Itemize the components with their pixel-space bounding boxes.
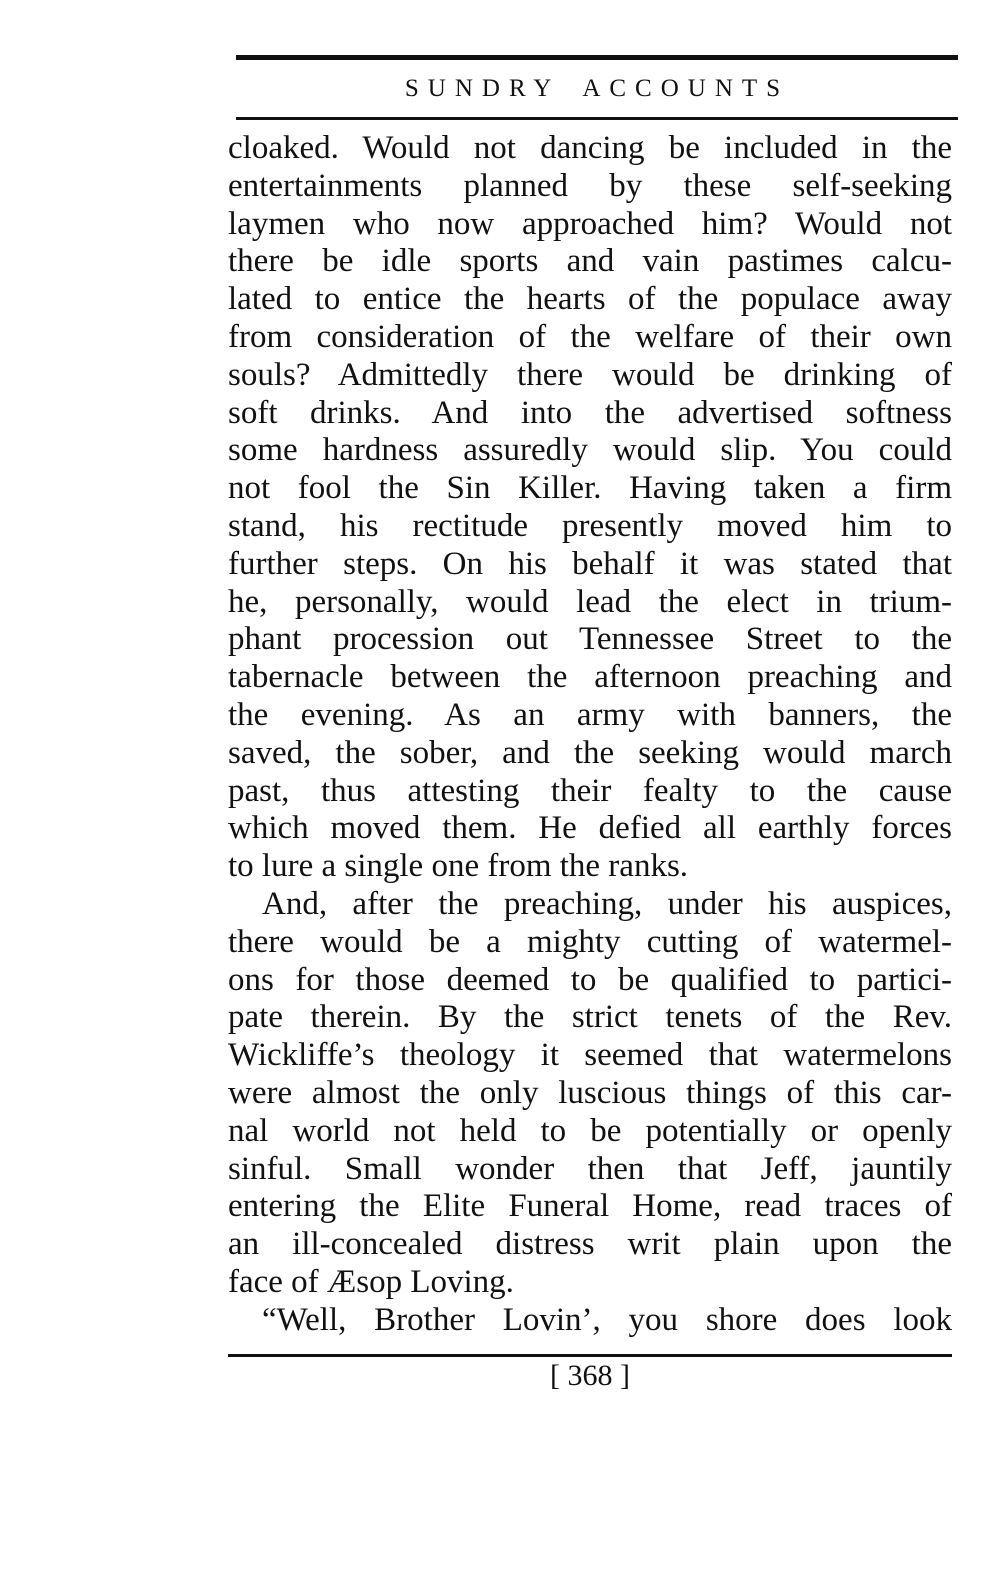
text-line: lated to entice the hearts of the populace away (228, 281, 952, 318)
text-line: there would be a mighty cutting of watermel- (228, 923, 952, 960)
text-line: face of Æsop Loving. (228, 1263, 514, 1300)
text-line: not fool the Sin Killer. Having taken a firm (228, 470, 952, 507)
text-line: saved, the sober, and the seeking would march (228, 734, 952, 771)
text-line: laymen who now approached him? Would not (228, 205, 952, 242)
running-head-word: ACCOUNTS (582, 75, 790, 102)
running-head (236, 74, 958, 104)
text-line: he, personally, would lead the elect in trium- (228, 583, 952, 620)
text-line: to lure a single one from the ranks. (228, 848, 689, 885)
running-head-word: SUNDRY (404, 75, 561, 102)
text-line: from consideration of the welfare of their own (228, 318, 952, 355)
text-line: ons for those deemed to be qualified to partici- (228, 961, 952, 998)
text-line: entering the Elite Funeral Home, read traces of (228, 1188, 952, 1225)
text-line: souls? Admittedly there would be drinking of (228, 356, 952, 393)
text-line: there be idle sports and vain pastimes calcu- (228, 243, 952, 280)
text-line: And, after the preaching, under his auspices, (262, 885, 952, 922)
text-line: phant procession out Tennessee Street to the (228, 621, 952, 658)
text-line: “Well, Brother Lovin’, you shore does look (262, 1301, 952, 1338)
text-line: sinful. Small wonder then that Jeff, jauntily (228, 1150, 952, 1187)
page-number: [ 368 ] (550, 1359, 630, 1392)
footer-rule (228, 1354, 952, 1357)
text-line: an ill-concealed distress writ plain upon the (228, 1226, 952, 1263)
text-line: tabernacle between the afternoon preaching and (228, 659, 952, 696)
text-line: further steps. On his behalf it was stated that (228, 545, 952, 582)
text-line: Wickliffe’s theology it seemed that watermelons (228, 1037, 952, 1074)
header-bottom-rule (236, 117, 958, 120)
text-line: soft drinks. And into the advertised softness (228, 394, 952, 431)
text-line: which moved them. He defied all earthly forces (228, 810, 952, 847)
paragraph (228, 886, 952, 1302)
text-line: were almost the only luscious things of this car- (228, 1074, 952, 1111)
text-line: stand, his rectitude presently moved him to (228, 507, 952, 544)
text-line: the evening. As an army with banners, the (228, 696, 952, 733)
text-line: pate therein. By the strict tenets of the Rev. (228, 999, 952, 1036)
paragraph (228, 1302, 952, 1340)
text-line: cloaked. Would not dancing be included in the (228, 130, 952, 166)
text-line: nal world not held to be potentially or openly (228, 1112, 952, 1149)
text-line: entertainments planned by these self-seeking (228, 167, 952, 204)
body-text (228, 130, 952, 1340)
text-line: some hardness assuredly would slip. You could (228, 432, 952, 469)
paragraph (228, 130, 952, 886)
header-top-rule (236, 55, 958, 60)
text-line: past, thus attesting their fealty to the cause (228, 772, 952, 809)
